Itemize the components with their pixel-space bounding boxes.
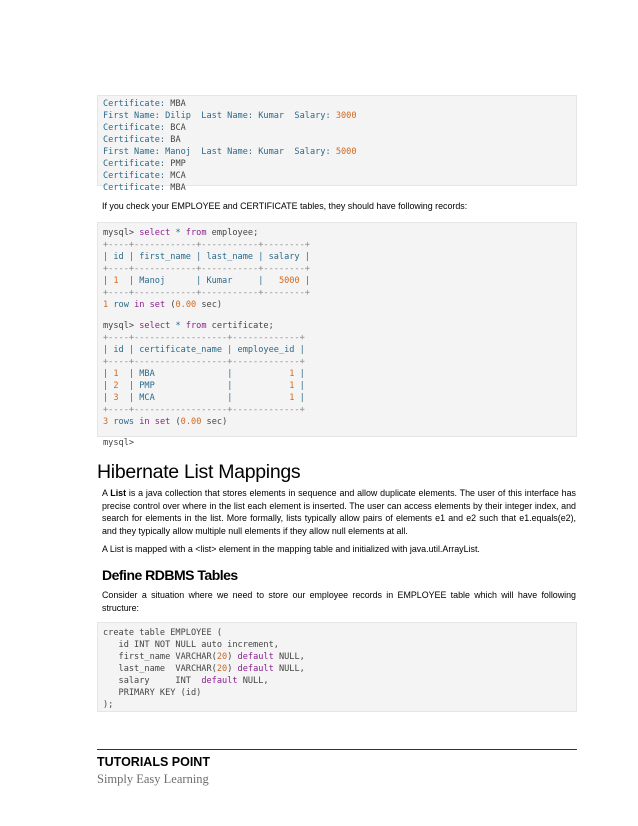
- code-token: select: [139, 228, 171, 238]
- footer-tagline: Simply Easy Learning: [97, 772, 209, 786]
- list-para-lead: A: [102, 488, 111, 498]
- code-line: [103, 275, 576, 287]
- code-token: set: [154, 417, 171, 427]
- code-token: from: [185, 228, 207, 238]
- code-line: [103, 158, 576, 170]
- code-token: 5000: [278, 276, 300, 286]
- code-line: [103, 227, 576, 239]
- code-blank-line: [103, 311, 576, 320]
- section-title: Hibernate List Mappings: [97, 461, 301, 483]
- code-line: [103, 687, 576, 699]
- code-token: 20: [216, 652, 228, 662]
- code-token: *: [170, 321, 186, 331]
- code-token: Certificate:: [103, 123, 171, 133]
- list-description-paragraph: [102, 487, 576, 537]
- code-token: +----+------------+-----------+--------+: [103, 240, 310, 250]
- code-line: [103, 134, 576, 146]
- code-line: [103, 263, 576, 275]
- code-line: [103, 146, 576, 158]
- intro-paragraph: If you check your EMPLOYEE and CERTIFICATE tables, they should have following records:: [102, 201, 468, 211]
- code-token: in: [134, 300, 145, 310]
- code-token: | MBA |: [118, 369, 290, 379]
- code-token: 3: [103, 417, 109, 427]
- rdbms-paragraph: Consider a situation where we need to store our employee records in EMPLOYEE table which will have following structure:: [102, 590, 576, 613]
- code-line: [103, 627, 576, 639]
- code-token: BA: [170, 135, 181, 145]
- code-blank-line: [103, 428, 576, 437]
- code-token: sec): [201, 417, 228, 427]
- code-token: (: [170, 417, 181, 427]
- code-token: create table EMPLOYEE (: [103, 628, 222, 638]
- code-token: ): [227, 652, 238, 662]
- mysql-code-block: [97, 222, 577, 448]
- code-token: +----+------------+-----------+--------+: [103, 264, 310, 274]
- code-token: row: [108, 300, 135, 310]
- code-token: | id | certificate_name | employee_id |: [103, 345, 305, 355]
- code-token: ): [227, 664, 238, 674]
- code-token: 1: [113, 276, 119, 286]
- code-token: +----+------------------+-------------+: [103, 357, 305, 367]
- code-line: [103, 320, 576, 332]
- code-line: [103, 675, 576, 687]
- code-line: [103, 639, 576, 651]
- code-token: |: [294, 381, 305, 391]
- list-para-bold: List: [110, 488, 127, 498]
- code-token: NULL,: [237, 676, 269, 686]
- output-code-block: [97, 95, 577, 193]
- code-token: default: [237, 664, 274, 674]
- code-token: 3: [113, 393, 119, 403]
- code-token: +----+------------------+-------------+: [103, 333, 305, 343]
- code-line: [103, 98, 576, 110]
- code-token: PMP: [170, 159, 186, 169]
- code-token: |: [103, 369, 114, 379]
- code-line: [103, 416, 576, 428]
- code-line: [103, 404, 576, 416]
- code-token: |: [299, 276, 310, 286]
- code-token: set: [149, 300, 166, 310]
- code-token: |: [294, 393, 305, 403]
- code-line: [103, 251, 576, 263]
- code-token: (: [165, 300, 176, 310]
- code-token: NULL,: [273, 652, 305, 662]
- code-line: [103, 437, 576, 449]
- code-line: [103, 651, 576, 663]
- code-token: Certificate:: [103, 171, 171, 181]
- code-token: BCA: [170, 123, 186, 133]
- code-token: MCA: [170, 171, 186, 181]
- code-line: [103, 344, 576, 356]
- code-token: default: [237, 652, 274, 662]
- code-token: MBA: [170, 183, 186, 193]
- code-token: certificate;: [206, 321, 274, 331]
- code-token: First Name: Manoj Last Name: Kumar Salary:: [103, 147, 336, 157]
- list-para-rest: is a java collection that stores elements in sequence and allow duplicate elements. The user of this interface has precise control over where in the list each element is inserted. The user can access elements by their integer index, and search for elements in the list. More formally, lists typically allow pairs of elements e1 and e2 such that e1.equals(e2), and they typically allow multiple null elements if they allow null elements at all.: [102, 488, 576, 536]
- code-token: Certificate:: [103, 183, 171, 193]
- code-token: id INT NOT NULL auto increment,: [103, 640, 279, 650]
- code-token: | Manoj | Kumar |: [118, 276, 279, 286]
- code-line: [103, 122, 576, 134]
- code-token: 1: [289, 369, 295, 379]
- code-token: |: [103, 393, 114, 403]
- code-token: |: [103, 381, 114, 391]
- code-token: Certificate:: [103, 135, 171, 145]
- code-token: PRIMARY KEY (id): [103, 688, 202, 698]
- code-token: 20: [216, 664, 228, 674]
- code-token: | PMP |: [118, 381, 290, 391]
- code-line: [103, 699, 576, 711]
- code-token: *: [170, 228, 186, 238]
- code-token: default: [201, 676, 238, 686]
- code-token: Certificate:: [103, 159, 171, 169]
- list-mapping-paragraph: A List is mapped with a <list> element in the mapping table and initialized with java.util.ArrayList.: [102, 544, 480, 554]
- footer-divider: [97, 749, 577, 750]
- code-token: 1: [113, 369, 119, 379]
- code-token: 3000: [335, 111, 357, 121]
- code-token: 1: [289, 393, 295, 403]
- code-token: last_name VARCHAR(: [103, 664, 217, 674]
- code-token: 1: [289, 381, 295, 391]
- code-token: 5000: [335, 147, 357, 157]
- code-token: mysql>: [103, 321, 140, 331]
- code-token: NULL,: [273, 664, 305, 674]
- footer-brand: TUTORIALS POINT: [97, 755, 210, 769]
- code-token: | id | first_name | last_name | salary |: [103, 252, 310, 262]
- code-token: salary INT: [103, 676, 202, 686]
- code-token: |: [103, 276, 114, 286]
- code-line: [103, 380, 576, 392]
- code-token: +----+------------------+-------------+: [103, 405, 305, 415]
- code-token: from: [185, 321, 207, 331]
- code-line: [103, 287, 576, 299]
- code-line: [103, 392, 576, 404]
- code-token: 0.00: [180, 417, 202, 427]
- code-token: mysql>: [103, 438, 135, 448]
- code-token: employee;: [206, 228, 259, 238]
- code-line: [103, 182, 576, 194]
- code-line: [103, 170, 576, 182]
- code-token: mysql>: [103, 228, 140, 238]
- code-token: 0.00: [175, 300, 197, 310]
- code-token: 1: [103, 300, 109, 310]
- code-token: );: [103, 700, 114, 710]
- code-line: [103, 663, 576, 675]
- code-token: first_name VARCHAR(: [103, 652, 217, 662]
- code-token: MBA: [170, 99, 186, 109]
- code-token: Certificate:: [103, 99, 171, 109]
- code-token: | MCA |: [118, 393, 290, 403]
- code-line: [103, 299, 576, 311]
- code-line: [103, 368, 576, 380]
- code-line: [103, 110, 576, 122]
- code-token: rows: [108, 417, 140, 427]
- code-token: sec): [196, 300, 223, 310]
- code-line: [103, 332, 576, 344]
- subsection-title: Define RDBMS Tables: [102, 567, 238, 583]
- code-line: [103, 239, 576, 251]
- code-line: [103, 356, 576, 368]
- code-token: |: [294, 369, 305, 379]
- code-token: +----+------------+-----------+--------+: [103, 288, 310, 298]
- code-token: select: [139, 321, 171, 331]
- code-token: First Name: Dilip Last Name: Kumar Salary:: [103, 111, 336, 121]
- create-table-code-block: [97, 622, 577, 712]
- code-token: in: [139, 417, 150, 427]
- code-token: 2: [113, 381, 119, 391]
